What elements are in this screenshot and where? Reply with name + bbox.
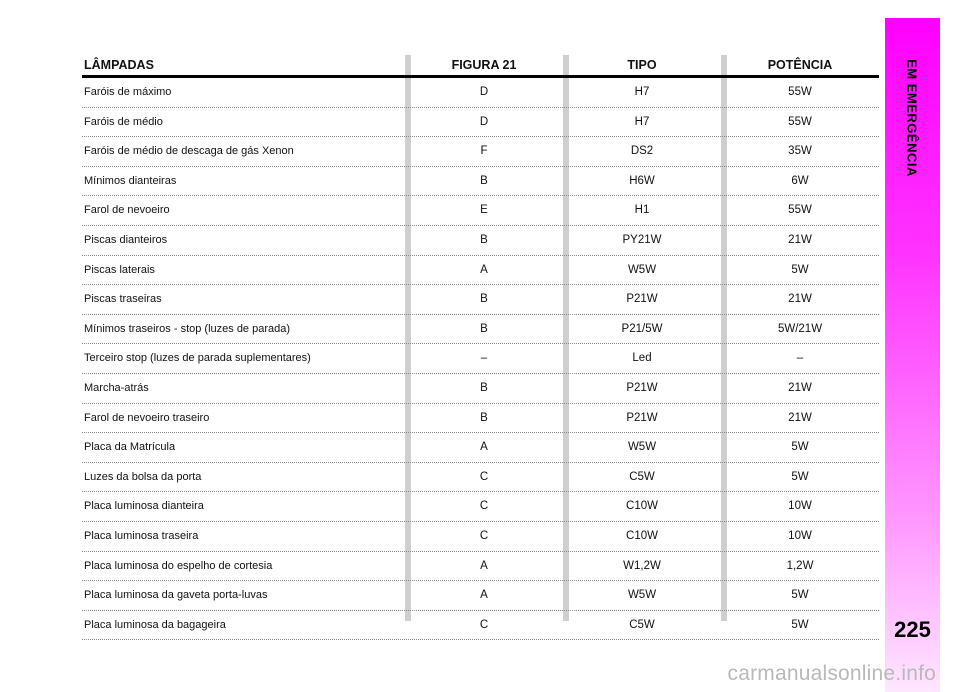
table-row <box>82 196 879 226</box>
type-cell: P21W <box>626 411 658 424</box>
bulb-name-cell: Mínimos traseiros - stop (luzes de parada) <box>84 322 291 335</box>
figure-cell: B <box>480 411 488 424</box>
bulb-name-cell: Faróis de médio <box>84 115 163 128</box>
header-bulbs: LÂMPADAS <box>84 58 154 72</box>
bulb-name-cell: Placa luminosa dianteira <box>84 500 204 513</box>
type-cell: Led <box>632 352 652 365</box>
type-cell: W5W <box>627 441 657 454</box>
bulb-name-cell: Piscas dianteiros <box>84 233 168 246</box>
power-cell: 10W <box>788 529 812 542</box>
figure-cell: A <box>480 559 488 572</box>
power-cell: – <box>796 352 804 365</box>
figure-cell: – <box>480 352 488 365</box>
bulb-name-cell: Farol de nevoeiro <box>84 204 170 217</box>
figure-cell: B <box>480 293 488 306</box>
type-cell: PY21W <box>622 233 662 246</box>
type-cell: P21/5W <box>621 322 663 335</box>
type-cell: DS2 <box>630 145 654 158</box>
bulb-name-cell: Faróis de médio de descaga de gás Xenon <box>84 145 294 158</box>
figure-cell: C <box>479 618 489 631</box>
power-cell: 5W <box>791 441 809 454</box>
bulb-name-cell: Marcha-atrás <box>84 381 149 394</box>
figure-cell: E <box>480 204 488 217</box>
bulb-name-cell: Piscas traseiras <box>84 293 162 306</box>
type-cell: P21W <box>626 381 658 394</box>
figure-cell: B <box>480 233 488 246</box>
figure-cell: C <box>479 500 489 513</box>
power-cell: 10W <box>788 500 812 513</box>
power-cell: 21W <box>788 411 812 424</box>
type-cell: C10W <box>626 500 658 513</box>
figure-cell: C <box>479 529 489 542</box>
header-type: TIPO <box>627 58 657 72</box>
bulb-name-cell: Placa luminosa do espelho de cortesia <box>84 559 273 572</box>
table-row <box>82 137 879 167</box>
bulb-name-cell: Placa luminosa da gaveta porta-luvas <box>84 589 268 602</box>
figure-cell: C <box>479 470 489 483</box>
type-cell: H7 <box>634 115 650 128</box>
power-cell: 5W <box>791 470 809 483</box>
bulb-name-cell: Placa luminosa traseira <box>84 529 199 542</box>
power-cell: 1,2W <box>786 559 814 572</box>
power-cell: 21W <box>788 381 812 394</box>
type-cell: C5W <box>629 470 655 483</box>
power-cell: 21W <box>788 293 812 306</box>
figure-cell: A <box>480 589 488 602</box>
type-cell: C5W <box>629 618 655 631</box>
power-cell: 5W <box>791 263 809 276</box>
power-cell: 21W <box>788 233 812 246</box>
power-cell: 5W <box>791 589 809 602</box>
table-body <box>82 78 879 640</box>
bulb-name-cell: Piscas laterais <box>84 263 155 276</box>
table-row <box>82 285 879 315</box>
table-row <box>82 581 879 611</box>
table-row <box>82 315 879 345</box>
type-cell: W5W <box>627 589 657 602</box>
table-row <box>82 226 879 256</box>
page-number: 225 <box>894 617 931 642</box>
bulb-name-cell: Terceiro stop (luzes de parada suplementares) <box>84 352 311 365</box>
type-cell: H6W <box>629 174 655 187</box>
table-row <box>82 433 879 463</box>
table-row <box>82 167 879 197</box>
type-cell: H1 <box>634 204 650 217</box>
figure-cell: A <box>480 263 488 276</box>
type-cell: W1,2W <box>623 559 661 572</box>
table-row <box>82 374 879 404</box>
figure-cell: B <box>480 322 488 335</box>
type-cell: C10W <box>626 529 658 542</box>
table-row <box>82 611 879 641</box>
bulb-table <box>82 55 879 640</box>
table-row <box>82 522 879 552</box>
table-row <box>82 344 879 374</box>
bulb-name-cell: Farol de nevoeiro traseiro <box>84 411 210 424</box>
type-cell: W5W <box>627 263 657 276</box>
figure-cell: B <box>480 381 488 394</box>
table-row <box>82 552 879 582</box>
bulb-name-cell: Placa luminosa da bagageira <box>84 618 226 631</box>
table-row <box>82 463 879 493</box>
table-row <box>82 404 879 434</box>
figure-cell: D <box>479 86 489 98</box>
figure-cell: F <box>480 145 488 158</box>
bulb-name-cell: Luzes da bolsa da porta <box>84 470 202 483</box>
bulb-name-cell: Mínimos dianteiras <box>84 174 177 187</box>
type-cell: P21W <box>626 293 658 306</box>
header-figure: FIGURA 21 <box>451 58 517 72</box>
power-cell: 6W <box>791 174 809 187</box>
bulb-name-cell: Placa da Matrícula <box>84 441 176 454</box>
table-row <box>82 492 879 522</box>
power-cell: 55W <box>788 86 812 98</box>
figure-cell: D <box>479 115 489 128</box>
table-row <box>82 78 879 108</box>
section-title: EM EMERGÊNCIA <box>904 59 920 177</box>
figure-cell: A <box>480 441 488 454</box>
figure-cell: B <box>480 174 488 187</box>
table-row <box>82 108 879 138</box>
table-header <box>82 55 879 78</box>
power-cell: 5W <box>791 618 809 631</box>
power-cell: 55W <box>788 115 812 128</box>
table-row <box>82 256 879 286</box>
power-cell: 35W <box>788 145 812 158</box>
power-cell: 55W <box>788 204 812 217</box>
power-cell: 5W/21W <box>777 322 823 335</box>
watermark: carmanualsonline.info <box>727 662 936 685</box>
type-cell: H7 <box>634 86 650 98</box>
header-power: POTÊNCIA <box>767 58 833 72</box>
bulb-name-cell: Faróis de máximo <box>84 86 172 98</box>
